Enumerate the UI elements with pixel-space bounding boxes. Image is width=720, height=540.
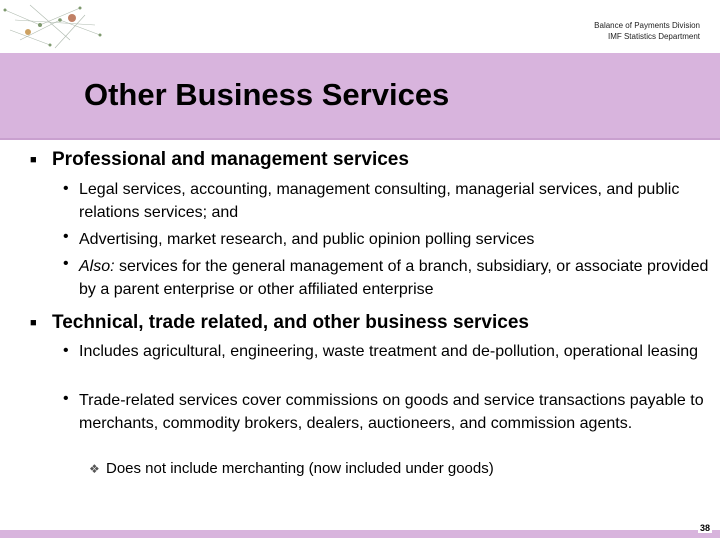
square-bullet-icon: ■ bbox=[30, 317, 37, 329]
bullet-icon: • bbox=[63, 255, 69, 272]
bullet-icon: • bbox=[63, 180, 69, 197]
section-heading: Professional and management services bbox=[52, 149, 409, 170]
list-item: Legal services, accounting, management consulting, managerial services, and public relations services; and bbox=[79, 181, 680, 221]
list-item-text: services for the general management of a branch, subsidiary, or associate provided by a parent enterprise or other affiliated enterprise bbox=[79, 258, 709, 298]
list-item: Advertising, market research, and public opinion polling services bbox=[79, 231, 535, 248]
sub-list-item: Does not include merchanting (now included under goods) bbox=[106, 460, 494, 477]
square-bullet-icon: ■ bbox=[30, 154, 37, 166]
list-item: Includes agricultural, engineering, waste treatment and de-pollution, operational leasing bbox=[79, 343, 699, 360]
slide-title: Other Business Services bbox=[84, 77, 450, 112]
list-item bbox=[79, 255, 709, 301]
bullet-icon: • bbox=[63, 342, 69, 359]
org-division: Balance of Payments Division bbox=[594, 21, 700, 30]
list-item: Trade-related services cover commissions on goods and service transactions payable to merchants, commodity brokers, dealers, auctioneers, and commission agents. bbox=[79, 392, 704, 432]
footer-bar bbox=[0, 530, 720, 538]
page-number: 38 bbox=[699, 523, 710, 533]
bullet-icon: • bbox=[63, 228, 69, 245]
diamond-bullet-icon: ❖ bbox=[89, 462, 100, 476]
network-globe-logo-icon bbox=[0, 0, 110, 52]
bullet-icon: • bbox=[63, 390, 69, 407]
banner-divider bbox=[0, 138, 720, 140]
also-prefix: Also: bbox=[79, 258, 115, 275]
section-heading: Technical, trade related, and other business services bbox=[52, 312, 529, 333]
organization-header bbox=[594, 20, 700, 42]
org-department: IMF Statistics Department bbox=[607, 32, 700, 41]
